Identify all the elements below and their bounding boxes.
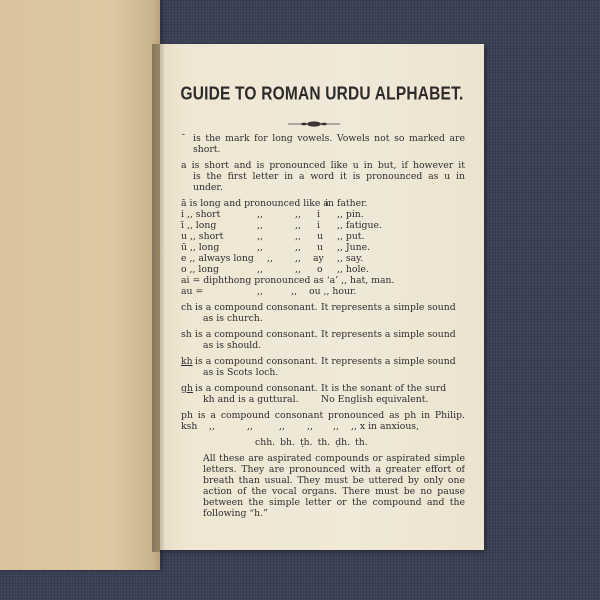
aspirates-row: chh. bh. ṭh. th. ḍh. th. [255,437,368,448]
ornament-divider-icon [288,120,340,128]
vowel-row: u ,, short ,, ,, u ,, put. [181,231,365,242]
long-mark-line: ¯ is the mark for long vowels. Vowels not so marked are [181,133,465,144]
guide-text: ¯ is the mark for long vowels. Vowels not so marked are short. a is short and is pronounced like u in but, if however it is the first letter in a word it is pronounced as u in under. ā is long and pronounced like a in father. i ,, short ,, ,, i ,, pin. ī ,, long ,, ,, i ,, fatigue. u ,, short ,, ,, u ,, put. ū ,, long ,, ,, u ,, June. e ,, always long ,, ,, ay ,, say. o ,, long ,, ,, o ,, hole. ai = diphthong pronounced as ‘a’ ,, hat, man. au = ,, ,, ou ,, hour. ch is a compound consonant. It represents a simple sound as is church. sh is a compound consonant. It represents a simple sound as is should. kh is a compound consonant. It represents a simple sound as is Scots loch. gh is a compound consonant. It is the sonant of the surd kh and is a guttural. No English equivalent. ph is a compound consonant pronounced as ph in Philip. ksh ,, ,, ,, ,, ,, ,, x in anxious, chh. bh. ṭh. th. ḍh. th. All these are aspirated compounds or aspirated simple letters. They are pronounced with a greater effort of breath than usual. They must be uttered by only one action of the vocal organs. There must be no pause between the simple letter or the compound and the following “h.” [181,133,465,519]
note-paragraph: All these are aspirated compounds or aspirated simple [203,453,465,464]
short-a-line: a is short and is pronounced like u in but, if however it [181,160,465,171]
right-page [160,44,484,550]
vowel-row: ā is long and pronounced like a in father. [181,198,368,209]
consonant-sh-row: sh is a compound consonant. It represents a simple sound [181,329,456,340]
consonant-ch-row: ch is a compound consonant. It represents a simple sound [181,302,456,313]
vowel-row: i ,, short ,, ,, i ,, pin. [181,209,364,220]
book-gutter [152,44,164,552]
diphthong-au-row: au = ,, ,, ou ,, hour. [181,286,357,297]
vowel-row: o ,, long ,, ,, o ,, hole. [181,264,369,275]
ksh-row: ksh ,, ,, ,, ,, ,, ,, x in anxious, [181,421,420,432]
vowel-row: e ,, always long ,, ,, ay ,, say. [181,253,364,264]
vowel-row: ī ,, long ,, ,, i ,, fatigue. [181,220,382,231]
consonant-gh-row: gh is a compound consonant. It is the sonant of the surd [181,383,447,394]
page-title: GUIDE TO ROMAN URDU ALPHABET. [180,84,464,105]
left-page [0,0,160,570]
vowel-row: ū ,, long ,, ,, u ,, June. [181,242,371,253]
long-mark-symbol: ¯ [181,133,186,144]
ph-row: ph is a compound consonant pronounced as ph in Philip. [181,410,465,421]
consonant-kh-row: kh is a compound consonant. It represents a simple sound [181,356,456,367]
diphthong-ai-row: ai = diphthong pronounced as ‘a’ ,, hat, man. [181,275,395,286]
